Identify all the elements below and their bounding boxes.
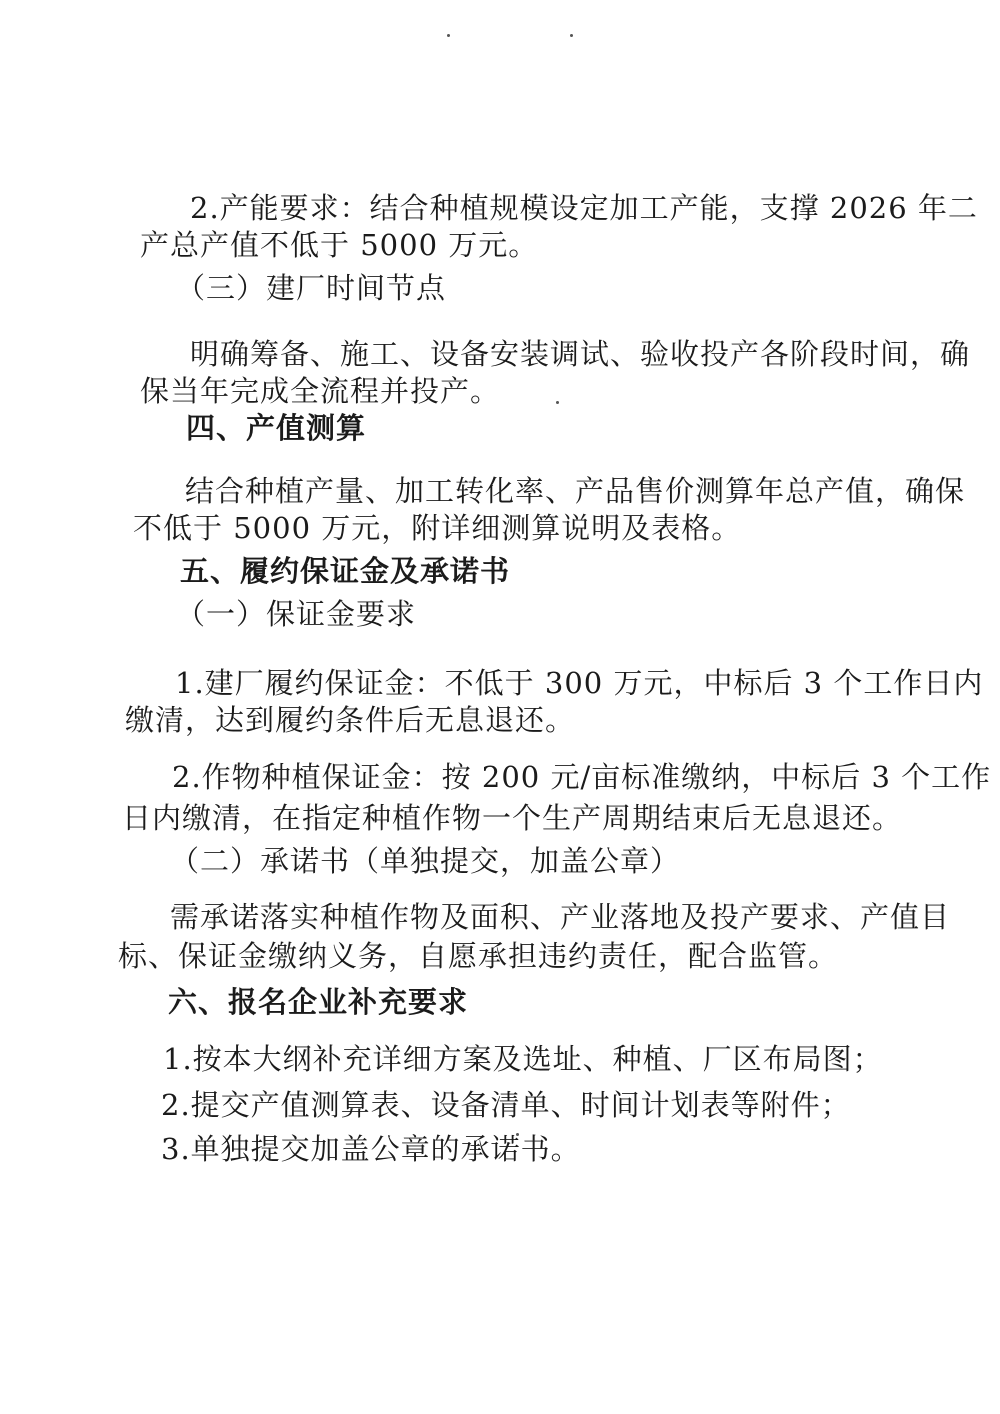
list-item: 1.按本大纲补充详细方案及选址、种植、厂区布局图； xyxy=(163,1042,883,1076)
paragraph-line: 2.产能要求：结合种植规模设定加工产能，支撑 2026 年二 xyxy=(190,191,978,225)
paragraph-line: 产总产值不低于 5000 万元。 xyxy=(140,228,539,262)
section-heading: 四、产值测算 xyxy=(186,411,367,445)
paragraph-line: 明确筹备、施工、设备安装调试、验收投产各阶段时间，确 xyxy=(190,337,971,371)
scan-speck xyxy=(447,34,450,37)
paragraph-line: 不低于 5000 万元，附详细测算说明及表格。 xyxy=(133,511,742,545)
subsection-heading: （一）保证金要求 xyxy=(176,597,417,631)
paragraph-line: 缴清，达到履约条件后无息退还。 xyxy=(125,703,576,737)
subsection-heading: （二）承诺书（单独提交，加盖公章） xyxy=(170,844,681,878)
paragraph-line: 日内缴清，在指定种植作物一个生产周期结束后无息退还。 xyxy=(122,801,903,835)
paragraph-line: 保当年完成全流程并投产。 xyxy=(140,374,501,408)
list-item: 3.单独提交加盖公章的承诺书。 xyxy=(161,1132,581,1166)
scan-speck xyxy=(556,401,559,404)
paragraph-line: 1.建厂履约保证金：不低于 300 万元，中标后 3 个工作日内 xyxy=(175,666,984,700)
paragraph-line: 结合种植产量、加工转化率、产品售价测算年总产值，确保 xyxy=(185,474,966,508)
list-item: 2.提交产值测算表、设备清单、时间计划表等附件； xyxy=(161,1088,851,1122)
paragraph-line: 2.作物种植保证金：按 200 元/亩标准缴纳，中标后 3 个工作 xyxy=(172,760,992,794)
section-heading: 六、报名企业补充要求 xyxy=(168,985,469,1019)
paragraph-line: 需承诺落实种植作物及面积、产业落地及投产要求、产值目 xyxy=(170,900,951,934)
scan-speck xyxy=(570,34,573,37)
subsection-heading: （三）建厂时间节点 xyxy=(176,271,447,305)
paragraph-line: 标、保证金缴纳义务，自愿承担违约责任，配合监管。 xyxy=(118,939,839,973)
section-heading: 五、履约保证金及承诺书 xyxy=(180,554,511,588)
